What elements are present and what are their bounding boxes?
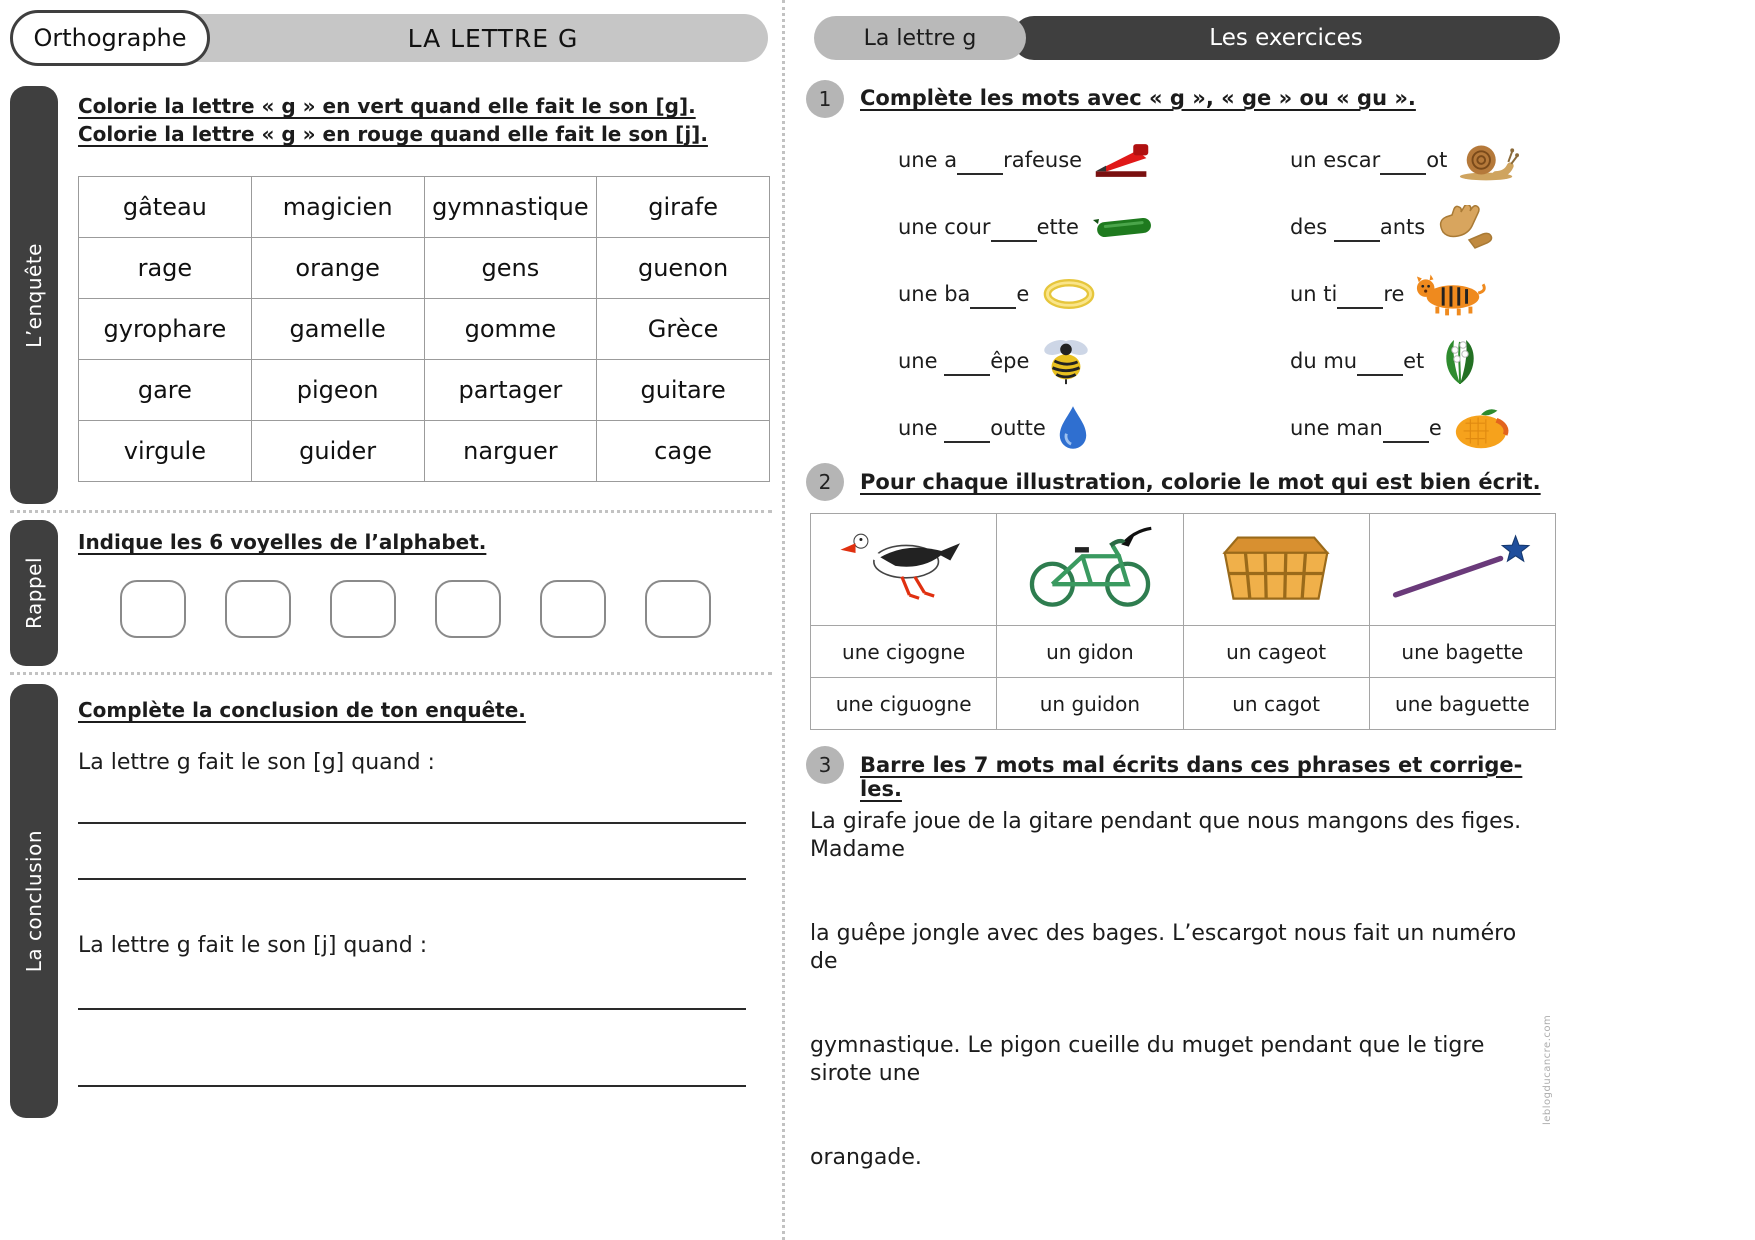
page-title: LA LETTRE G <box>407 23 579 53</box>
sentence-line: gymnastique. Le pigon cueille du muget pendant que le tigre sirote une <box>810 1033 1485 1086</box>
exercises-title: Les exercices <box>1209 25 1363 51</box>
exercise-number: 1 <box>806 80 844 118</box>
vowel-box[interactable] <box>540 580 606 638</box>
fill-prefix: une <box>898 348 945 373</box>
ex1-left-column <box>898 126 1159 461</box>
fill-suffix: re <box>1383 281 1405 306</box>
word-choice[interactable]: une ciguogne <box>811 678 997 730</box>
website-credit: leblogducancre.com <box>1542 1014 1553 1125</box>
writing-line[interactable] <box>78 1085 746 1087</box>
word-cell[interactable]: Grèce <box>597 299 770 360</box>
word-cell[interactable]: rage <box>79 238 252 299</box>
droplet-icon <box>1056 404 1090 452</box>
bicycle-with-arrow-icon <box>1020 591 1160 615</box>
wasp-icon <box>1039 336 1093 386</box>
left-page <box>10 8 772 1232</box>
instruction-line: Colorie la lettre « g » en rouge quand elle fait le son [j]. <box>78 122 708 146</box>
word-choice[interactable]: une bagette <box>1369 626 1555 678</box>
fill-blank[interactable] <box>944 352 990 376</box>
fill-prefix: un ti <box>1290 281 1338 306</box>
word-cell[interactable]: guenon <box>597 238 770 299</box>
word-cell[interactable]: pigeon <box>251 360 424 421</box>
fill-item <box>898 394 1159 461</box>
conclusion-instruction: Complète la conclusion de ton enquête. <box>78 698 526 722</box>
word-table <box>78 176 770 482</box>
instruction-line: Colorie la lettre « g » en vert quand elle fait le son [g]. <box>78 94 696 118</box>
word-cell[interactable]: gens <box>424 238 597 299</box>
word-cell[interactable]: virgule <box>79 421 252 482</box>
table-row <box>79 421 770 482</box>
exercise-number: 3 <box>806 746 844 784</box>
section-divider <box>10 510 772 513</box>
conclusion-prompt-j: La lettre g fait le son [j] quand : <box>78 933 428 958</box>
word-cell[interactable]: gomme <box>424 299 597 360</box>
magic-wand-icon <box>1387 583 1537 607</box>
fill-item <box>898 327 1159 394</box>
fill-blank[interactable] <box>1334 218 1380 242</box>
fill-prefix: une a <box>898 147 958 172</box>
word-choice[interactable]: un gidon <box>997 626 1183 678</box>
word-cell[interactable]: cage <box>597 421 770 482</box>
word-choice[interactable]: un cagot <box>1183 678 1369 730</box>
fill-item <box>1290 193 1519 260</box>
subject-tab-label: Orthographe <box>33 24 187 52</box>
exercise-number: 2 <box>806 463 844 501</box>
fill-blank[interactable] <box>1380 151 1426 175</box>
fill-suffix: ette <box>1036 214 1079 239</box>
fill-item <box>898 126 1159 193</box>
fill-suffix: et <box>1403 348 1425 373</box>
table-row <box>79 299 770 360</box>
image-cell <box>997 514 1183 626</box>
gloves-icon <box>1435 205 1499 249</box>
word-cell[interactable]: narguer <box>424 421 597 482</box>
exercise-3-text <box>810 808 1544 1228</box>
vowel-box[interactable] <box>435 580 501 638</box>
image-cell <box>1369 514 1555 626</box>
sentence-line: orangade. <box>810 1145 922 1170</box>
fill-item <box>1290 126 1519 193</box>
word-cell[interactable]: orange <box>251 238 424 299</box>
exercise-3-title: Barre les 7 mots mal écrits dans ces phrases et corrige-les. <box>860 753 1523 801</box>
image-cell <box>1183 514 1369 626</box>
writing-line[interactable] <box>78 822 746 824</box>
fill-suffix: rafeuse <box>1003 147 1083 172</box>
fill-suffix: outte <box>990 415 1046 440</box>
word-cell[interactable]: magicien <box>251 177 424 238</box>
word-cell[interactable]: gamelle <box>251 299 424 360</box>
table-row <box>79 177 770 238</box>
table-row <box>79 360 770 421</box>
sidebar-tab-conclusion-label: La conclusion <box>22 829 46 973</box>
vowel-box[interactable] <box>120 580 186 638</box>
fill-suffix: êpe <box>990 348 1030 373</box>
conclusion-prompt-g: La lettre g fait le son [g] quand : <box>78 750 435 775</box>
crate-icon <box>1216 588 1336 612</box>
fill-prefix: une man <box>1290 415 1383 440</box>
word-cell[interactable]: partager <box>424 360 597 421</box>
stapler-icon <box>1092 138 1152 182</box>
vowel-box[interactable] <box>645 580 711 638</box>
fill-item <box>1290 260 1519 327</box>
word-choice[interactable]: un cageot <box>1183 626 1369 678</box>
ring-icon <box>1039 276 1099 312</box>
exercise-2-title: Pour chaque illustration, colorie le mot qui est bien écrit. <box>860 470 1541 494</box>
table-row <box>79 238 770 299</box>
fill-suffix: ot <box>1426 147 1448 172</box>
word-cell[interactable]: gymnastique <box>424 177 597 238</box>
sidebar-tab-conclusion <box>10 684 58 1118</box>
lesson-tab <box>814 16 1026 60</box>
sidebar-tab-rappel <box>10 520 58 666</box>
word-cell[interactable]: gâteau <box>79 177 252 238</box>
fill-item <box>1290 327 1519 394</box>
vowel-box[interactable] <box>330 580 396 638</box>
vowel-boxes <box>120 580 711 638</box>
sentence-line: La girafe joue de la gitare pendant que nous mangons des figes. Madame <box>810 809 1522 862</box>
ex1-right-column <box>1290 126 1519 461</box>
fill-blank[interactable] <box>991 218 1037 242</box>
fill-suffix: e <box>1016 281 1030 306</box>
fill-prefix: un escar <box>1290 147 1381 172</box>
zucchini-icon <box>1089 211 1159 243</box>
word-cell[interactable]: girafe <box>597 177 770 238</box>
mango-icon <box>1452 405 1510 451</box>
word-choice[interactable]: une cigogne <box>811 626 997 678</box>
sidebar-tab-rappel-label: Rappel <box>22 557 46 629</box>
writing-line[interactable] <box>78 878 746 880</box>
word-choice[interactable]: une baguette <box>1369 678 1555 730</box>
enquete-instructions <box>78 92 708 148</box>
image-cell <box>811 514 997 626</box>
snail-icon <box>1457 138 1519 182</box>
fill-blank[interactable] <box>944 419 990 443</box>
fill-blank[interactable] <box>1383 419 1429 443</box>
word-cell[interactable]: gyrophare <box>79 299 252 360</box>
fill-blank[interactable] <box>1337 285 1383 309</box>
subject-tab <box>10 10 210 66</box>
table-row <box>811 626 1556 678</box>
word-cell[interactable]: guider <box>251 421 424 482</box>
tiger-icon <box>1414 271 1486 317</box>
fill-item <box>1290 394 1519 461</box>
fill-prefix: des <box>1290 214 1334 239</box>
table-row <box>811 514 1556 626</box>
vowel-box[interactable] <box>225 580 291 638</box>
exercise-1-title: Complète les mots avec « g », « ge » ou « gu ». <box>860 86 1416 110</box>
word-cell[interactable]: guitare <box>597 360 770 421</box>
page-divider <box>782 0 785 1240</box>
fill-suffix: e <box>1428 415 1442 440</box>
sidebar-tab-enquete <box>10 86 58 504</box>
illustration-table <box>810 513 1556 730</box>
fill-prefix: une cour <box>898 214 991 239</box>
fill-blank[interactable] <box>970 285 1016 309</box>
fill-item <box>898 260 1159 327</box>
fill-blank[interactable] <box>957 151 1003 175</box>
fill-suffix: ants <box>1379 214 1426 239</box>
lesson-tab-label: La lettre g <box>863 25 977 51</box>
word-cell[interactable]: gare <box>79 360 252 421</box>
right-page <box>798 8 1560 1232</box>
word-choice[interactable]: un guidon <box>997 678 1183 730</box>
stork-icon <box>834 590 974 614</box>
fill-prefix: une <box>898 415 945 440</box>
fill-prefix: du mu <box>1290 348 1358 373</box>
table-row <box>811 678 1556 730</box>
fill-prefix: une ba <box>898 281 971 306</box>
lily-of-the-valley-icon <box>1434 336 1486 386</box>
sentence-line: la guêpe jongle avec des bages. L’escargot nous fait un numéro de <box>810 921 1517 974</box>
sidebar-tab-enquete-label: L’enquête <box>22 242 46 348</box>
fill-item <box>898 193 1159 260</box>
right-header-bar <box>1012 16 1560 60</box>
rappel-instruction: Indique les 6 voyelles de l’alphabet. <box>78 530 487 554</box>
section-divider <box>10 672 772 675</box>
fill-blank[interactable] <box>1357 352 1403 376</box>
writing-line[interactable] <box>78 1008 746 1010</box>
